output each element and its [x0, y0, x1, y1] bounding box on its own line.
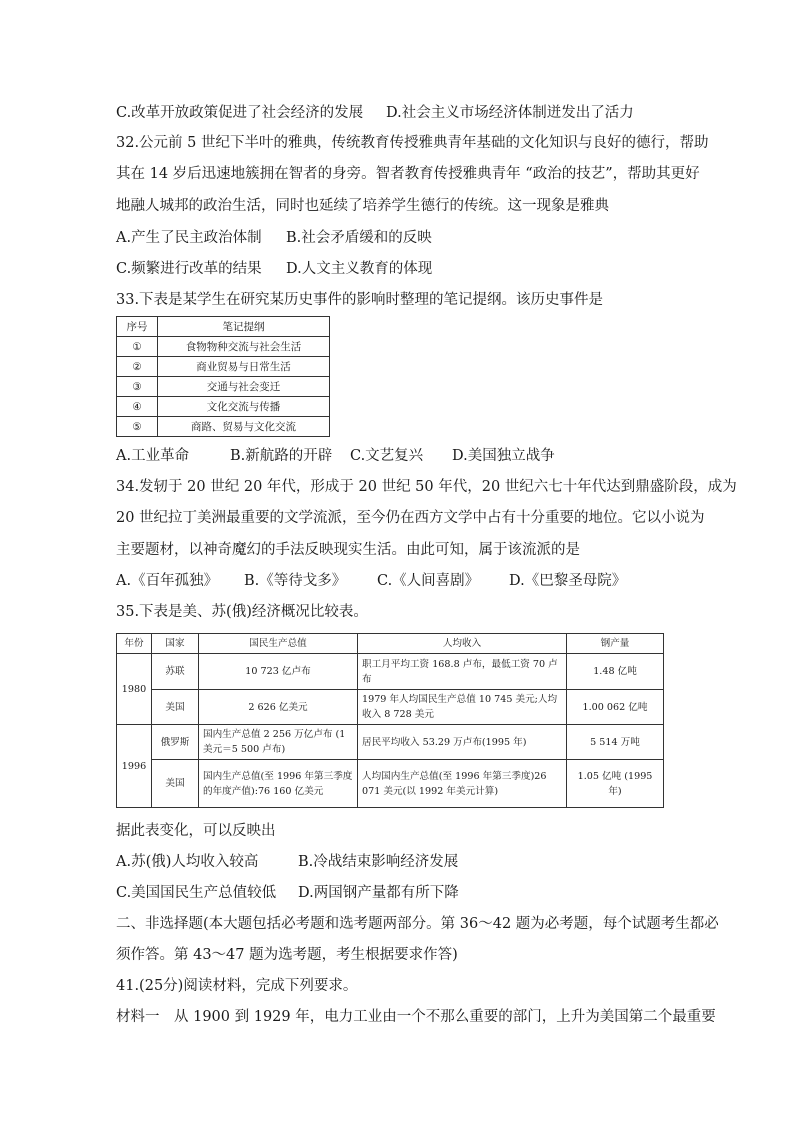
q33-option-c: C.文艺复兴 — [350, 448, 424, 464]
country-cell: 苏联 — [152, 654, 199, 690]
q34-options — [116, 571, 626, 591]
q35-option-d: D.两国钢产量都有所下降 — [298, 885, 459, 901]
gnp-cell: 国内生产总值(至 1996 年第三季度的年度产值):76 160 亿美元 — [199, 760, 358, 808]
q34-line-2: 20 世纪拉丁美洲最重要的文学流派，至今仍在西方文学中占有十分重要的地位。它以小说为 — [116, 510, 705, 526]
q35-option-a: A.苏(俄)人均收入较高 — [116, 854, 259, 870]
table-row — [117, 357, 330, 377]
income-cell: 人均国内生产总值(至 1996 年第三季度)26 071 美元(以 1992 年美元计算) — [358, 760, 567, 808]
q35-option-c: C.美国国民生产总值较低 — [116, 885, 277, 901]
q32-option-d: D.人文主义教育的体现 — [286, 261, 433, 277]
table-header: 国民生产总值 — [199, 634, 358, 654]
gnp-cell: 国内生产总值 2 256 万亿卢布 (1 美元＝5 500 卢布) — [199, 725, 358, 760]
table-header: 序号 — [117, 317, 158, 337]
table-header-row — [117, 634, 664, 654]
table-row — [117, 377, 330, 397]
country-cell: 俄罗斯 — [152, 725, 199, 760]
table-row — [117, 397, 330, 417]
table-row — [117, 725, 664, 760]
q35-stem: 35.下表是美、苏(俄)经济概况比较表。 — [116, 604, 368, 620]
table-row — [117, 337, 330, 357]
income-cell: 居民平均收入 53.29 万卢布(1995 年) — [358, 725, 567, 760]
q34-option-d: D.《巴黎圣母院》 — [509, 573, 627, 589]
table-cell: 商业贸易与日常生活 — [158, 357, 330, 377]
option-c: C.改革开放政策促进了社会经济的发展 — [116, 105, 364, 121]
steel-cell: 1.00 062 亿吨 — [567, 690, 664, 725]
table-cell: ② — [117, 357, 158, 377]
table-cell: ④ — [117, 397, 158, 417]
q34-line-3: 主要题材，以神奇魔幻的手法反映现实生活。由此可知，属于该流派的是 — [116, 542, 580, 558]
q32-options-row-1 — [116, 228, 432, 248]
prev-options — [116, 103, 634, 123]
q33-table — [116, 316, 330, 437]
table-row — [117, 654, 664, 690]
country-cell: 美国 — [152, 690, 199, 725]
table-header: 年份 — [117, 634, 152, 654]
steel-cell: 1.05 亿吨 (1995 年) — [567, 760, 664, 808]
steel-cell: 5 514 万吨 — [567, 725, 664, 760]
q35-options-row-1 — [116, 852, 458, 872]
table-row — [117, 417, 330, 437]
q32-option-b: B.社会矛盾缓和的反映 — [286, 230, 432, 246]
q35-options-row-2 — [116, 883, 459, 903]
gnp-cell: 10 723 亿卢布 — [199, 654, 358, 690]
section-2-line-2: 须作答。第 43～47 题为选考题，考生根据要求作答) — [116, 947, 458, 963]
q33-options — [116, 446, 555, 466]
q32-options-row-2 — [116, 259, 432, 279]
table-header-row — [117, 317, 330, 337]
steel-cell: 1.48 亿吨 — [567, 654, 664, 690]
q34-option-c: C.《人间喜剧》 — [377, 573, 480, 589]
q32-line-2: 其在 14 岁后迅速地簇拥在智者的身旁。智者教育传授雅典青年 “政治的技艺”，帮助其更好 — [116, 166, 700, 182]
q34-line-1: 34.发轫于 20 世纪 20 年代，形成于 20 世纪 50 年代，20 世纪六七十年代达到鼎盛阶段，成为 — [116, 479, 737, 495]
q32-option-c: C.频繁进行改革的结果 — [116, 261, 262, 277]
q32-line-1: 32.公元前 5 世纪下半叶的雅典，传统教育传授雅典青年基础的文化知识与良好的德行，帮助 — [116, 135, 709, 151]
q34-option-b: B.《等待戈多》 — [244, 573, 347, 589]
option-d: D.社会主义市场经济体制迸发出了活力 — [386, 105, 634, 121]
table-cell: 商路、贸易与文化交流 — [158, 417, 330, 437]
q41-stem: 41.(25分)阅读材料，完成下列要求。 — [116, 978, 358, 994]
q33-stem: 33.下表是某学生在研究某历史事件的影响时整理的笔记提纲。该历史事件是 — [116, 292, 604, 308]
q35-option-b: B.冷战结束影响经济发展 — [298, 854, 459, 870]
q35-table — [116, 633, 664, 808]
year-cell: 1996 — [117, 725, 152, 808]
table-header: 人均收入 — [358, 634, 567, 654]
table-cell: 文化交流与传播 — [158, 397, 330, 417]
table-cell: ① — [117, 337, 158, 357]
table-row — [117, 690, 664, 725]
year-cell: 1980 — [117, 654, 152, 725]
table-header: 钢产量 — [567, 634, 664, 654]
q33-option-d: D.美国独立战争 — [452, 448, 555, 464]
table-header: 笔记提纲 — [158, 317, 330, 337]
table-cell: 食物物种交流与社会生活 — [158, 337, 330, 357]
q41-material-1: 材料一 从 1900 到 1929 年，电力工业由一个不那么重要的部门，上升为美国第二个最重要 — [116, 1009, 716, 1025]
income-cell: 1979 年人均国民生产总值 10 745 美元;人均收入 8 728 美元 — [358, 690, 567, 725]
q33-option-a: A.工业革命 — [116, 448, 190, 464]
q33-option-b: B.新航路的开辟 — [230, 448, 333, 464]
country-cell: 美国 — [152, 760, 199, 808]
table-cell: ⑤ — [117, 417, 158, 437]
q32-line-3: 地融人城邦的政治生活，同时也延续了培养学生德行的传统。这一现象是雅典 — [116, 198, 609, 214]
q34-option-a: A.《百年孤独》 — [116, 573, 219, 589]
gnp-cell: 2 626 亿美元 — [199, 690, 358, 725]
q32-option-a: A.产生了民主政治体制 — [116, 230, 262, 246]
table-cell: 交通与社会变迁 — [158, 377, 330, 397]
q35-after: 据此表变化，可以反映出 — [116, 823, 276, 839]
income-cell: 职工月平均工资 168.8 卢布，最低工资 70 卢布 — [358, 654, 567, 690]
table-row — [117, 760, 664, 808]
section-2-line-1: 二、非选择题(本大题包括必考题和选考题两部分。第 36～42 题为必考题，每个试题考生都必 — [116, 916, 719, 932]
table-cell: ③ — [117, 377, 158, 397]
table-header: 国家 — [152, 634, 199, 654]
